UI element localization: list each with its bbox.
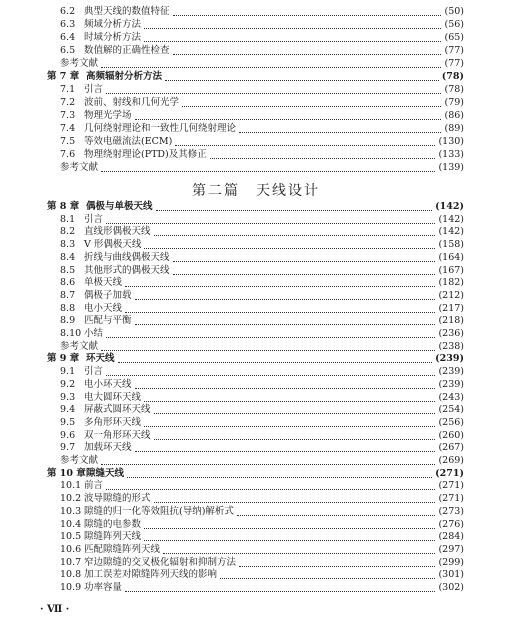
- toc-page-number: (182): [438, 277, 464, 289]
- toc-dot-leader: [144, 40, 441, 42]
- toc-entry-number: 9.5: [60, 416, 76, 428]
- toc-dot-leader: [154, 438, 436, 440]
- toc-entry-title: 物理光学场: [84, 110, 132, 121]
- toc-dot-leader: [220, 577, 435, 579]
- toc-page-number: (158): [438, 239, 464, 251]
- toc-dot-leader: [144, 539, 435, 541]
- toc-page-number: (271): [435, 467, 464, 479]
- toc-entry-title: 多角形环天线: [84, 416, 142, 428]
- toc-dot-leader: [106, 222, 435, 224]
- toc-page-number: (269): [438, 455, 464, 466]
- toc-page-number: (142): [438, 213, 464, 225]
- toc-entry-title: 折线与曲线偶极天线: [84, 251, 170, 263]
- page-footer: · Ⅶ ·: [40, 604, 70, 615]
- toc-entry-title: 电小天线: [84, 302, 123, 314]
- toc-dot-leader: [106, 92, 441, 94]
- toc-entry-number: 10.1: [60, 480, 82, 492]
- toc-dot-leader: [165, 79, 439, 81]
- toc-entry-title: 物理绕射理论(PTD)及其修正: [84, 149, 207, 160]
- toc-entry-title: 引言: [84, 213, 104, 225]
- toc-entry-number: 9.7: [60, 442, 76, 454]
- toc-entry-title: 典型天线的数值特征: [84, 6, 170, 17]
- toc-dot-leader: [135, 450, 436, 452]
- toc-section-row[interactable]: [0, 148, 512, 162]
- toc-entry-title: 高频辐射分析方法: [86, 71, 163, 82]
- toc-entry-title: 波前、射线和几何光学: [84, 97, 180, 108]
- toc-entry-number: 10.2: [60, 493, 82, 505]
- toc-page-number: (79): [444, 97, 464, 108]
- toc-dot-leader: [144, 27, 441, 29]
- toc-dot-leader: [125, 285, 435, 287]
- toc-entry-title: 参考文献: [60, 162, 99, 173]
- toc-entry-number: 8.8: [60, 302, 76, 314]
- toc-dot-leader: [210, 157, 436, 159]
- toc-entry-title: 环天线: [86, 353, 115, 365]
- toc-section-row[interactable]: [0, 581, 512, 595]
- toc-dot-leader: [135, 387, 436, 389]
- toc-entry-number: 9.1: [60, 366, 76, 378]
- toc-page-number: (239): [435, 353, 464, 365]
- toc-page-number: (89): [444, 123, 464, 134]
- toc-page-number: (256): [438, 416, 464, 428]
- toc-page-number: (236): [438, 328, 464, 339]
- toc-entry-title: 几何绕射理论和一致性几何绕射理论: [84, 123, 237, 134]
- toc-entry-number: 10.3: [60, 505, 82, 517]
- toc-entry-title: 隙缝的归一化等效阻抗(导纳)解析式: [84, 505, 234, 517]
- toc-entry-number: 第 8 章: [47, 201, 80, 212]
- toc-entry-number: 10.4: [60, 518, 82, 530]
- toc-page-number: (276): [438, 518, 464, 530]
- toc-entry-number: 8.10: [60, 328, 82, 339]
- toc-page-number: (164): [438, 251, 464, 263]
- toc-page-number: (77): [444, 58, 464, 69]
- toc-dot-leader: [125, 311, 435, 313]
- toc-page-number: (254): [438, 404, 464, 416]
- toc-dot-leader: [144, 527, 435, 529]
- toc-section-row[interactable]: [0, 109, 512, 123]
- toc-entry-title: 其他形式的偶极天线: [84, 264, 170, 276]
- toc-entry-title: 引言: [84, 84, 104, 95]
- toc-entry-title: 偶极与单极天线: [86, 201, 153, 212]
- toc-section-row[interactable]: [0, 31, 512, 45]
- toc-entry-number: 10.6: [60, 543, 82, 555]
- toc-page-number: (77): [444, 45, 464, 56]
- toc-dot-leader: [173, 53, 442, 55]
- toc-entry-title: 引言: [84, 366, 104, 378]
- toc-entry-number: 10.5: [60, 531, 82, 543]
- toc-page-number: (302): [438, 582, 464, 593]
- toc-entry-title: 等效电磁流法(ECM): [84, 136, 173, 147]
- toc-dot-leader: [106, 488, 435, 490]
- toc-page-number: (299): [438, 556, 464, 568]
- toc-dot-leader: [173, 273, 436, 275]
- toc-dot-leader: [144, 247, 435, 249]
- toc-references-row[interactable]: [0, 161, 512, 175]
- toc-dot-leader: [239, 565, 435, 567]
- toc-entry-title: 偶极子加载: [84, 289, 132, 301]
- toc-entry-number: 第 7 章: [47, 71, 80, 82]
- toc-entry-number: 8.7: [60, 289, 76, 301]
- toc-dot-leader: [156, 209, 433, 211]
- toc-dot-leader: [101, 66, 441, 68]
- toc-dot-leader: [163, 552, 435, 554]
- toc-page-number: (243): [438, 391, 464, 403]
- toc-page-number: (218): [438, 315, 464, 327]
- toc-entry-title: 双一角形环天线: [84, 429, 151, 441]
- toc-entry-number: 7.6: [60, 149, 76, 160]
- toc-entry-title: 隙缝阵列天线: [84, 531, 142, 543]
- toc-dot-leader: [175, 144, 435, 146]
- toc-entry-number: 7.2: [60, 97, 76, 108]
- toc-page-number: (239): [438, 366, 464, 378]
- toc-chapter-row[interactable]: [0, 70, 512, 84]
- toc-entry-number: 6.5: [60, 45, 76, 56]
- toc-entry-title: 隙缝的电参数: [84, 518, 142, 530]
- toc-dot-leader: [106, 336, 435, 338]
- toc-entry-title: 屏蔽式圆环天线: [84, 404, 151, 416]
- toc-entry-title: 单极天线: [84, 277, 123, 289]
- toc-entry-number: 8.2: [60, 226, 76, 238]
- toc-page-number: (267): [438, 442, 464, 454]
- toc-dot-leader: [127, 476, 432, 478]
- toc-entry-number: 10.7: [60, 556, 82, 568]
- toc-entry-number: 8.9: [60, 315, 76, 327]
- toc-section-row[interactable]: [0, 18, 512, 32]
- toc-entry-number: 8.3: [60, 239, 76, 251]
- toc-entry-title: 直线形偶极天线: [84, 226, 151, 238]
- toc-section-row[interactable]: [0, 135, 512, 149]
- toc-entry-title: 窄边隙缝的交叉极化辐射和抑制方法: [84, 556, 237, 568]
- toc-page-number: (284): [438, 531, 464, 543]
- toc-references-row[interactable]: [0, 57, 512, 71]
- toc-dot-leader: [135, 118, 442, 120]
- toc-entry-number: 9.4: [60, 404, 76, 416]
- toc-entry-number: 10.8: [60, 569, 82, 581]
- part-title: 第二篇 天线设计: [192, 183, 320, 199]
- toc-entry-number: 7.4: [60, 123, 76, 134]
- toc-entry-number: 9.6: [60, 429, 76, 441]
- toc-dot-leader: [118, 361, 433, 363]
- toc-entry-number: 9.3: [60, 391, 76, 403]
- toc-entry-title: V 形偶极天线: [84, 239, 142, 251]
- toc-dot-leader: [182, 105, 441, 107]
- toc-page-number: (271): [438, 480, 464, 492]
- toc-dot-leader: [154, 234, 436, 236]
- toc-entry-number: 7.1: [60, 84, 76, 95]
- toc-page-number: (297): [438, 543, 464, 555]
- toc-dot-leader: [135, 298, 436, 300]
- toc-entry-title: 参考文献: [60, 58, 99, 69]
- toc-dot-leader: [101, 463, 435, 465]
- toc-entry-number: 6.3: [60, 19, 76, 30]
- toc-page-number: (133): [438, 149, 464, 160]
- toc-page-number: (260): [438, 429, 464, 441]
- toc-dot-leader: [144, 425, 435, 427]
- toc-page-number: (65): [444, 32, 464, 43]
- toc-dot-leader: [154, 501, 436, 503]
- toc-page-number: (78): [444, 84, 464, 95]
- toc-entry-title: 数值解的正确性检查: [84, 45, 170, 56]
- toc-dot-leader: [125, 590, 435, 592]
- toc-section-row[interactable]: [0, 96, 512, 110]
- toc-section-row[interactable]: [0, 5, 512, 19]
- toc-section-row[interactable]: [0, 83, 512, 97]
- toc-entry-number: 6.2: [60, 6, 76, 17]
- toc-dot-leader: [144, 400, 435, 402]
- toc-entry-title: 加工误差对隙缝阵列天线的影响: [84, 569, 218, 581]
- toc-entry-title: 小结: [84, 328, 104, 339]
- toc-dot-leader: [173, 260, 436, 262]
- toc-entry-title: 功率容量: [84, 582, 123, 593]
- toc-page-number: (50): [444, 6, 464, 17]
- toc-dot-leader: [237, 514, 436, 516]
- toc-page-number: (239): [438, 378, 464, 390]
- toc-entry-number: 第 9 章: [47, 353, 80, 365]
- toc-page-number: (142): [435, 201, 464, 212]
- toc-entry-title: 隙缝天线: [86, 467, 125, 479]
- toc-page-number: (139): [438, 162, 464, 173]
- toc-page-number: (273): [438, 505, 464, 517]
- toc-dot-leader: [154, 412, 436, 414]
- toc-entry-title: 参考文献: [60, 455, 99, 466]
- toc-entry-number: 10.9: [60, 582, 82, 593]
- toc-page-number: (301): [438, 569, 464, 581]
- toc-entry-title: 时域分析方法: [84, 32, 142, 43]
- toc-entry-number: 7.3: [60, 110, 76, 121]
- toc-entry-number: 9.2: [60, 378, 76, 390]
- toc-page-number: (86): [444, 110, 464, 121]
- toc-page-number: (167): [438, 264, 464, 276]
- toc-entry-title: 参考文献: [60, 340, 99, 352]
- toc-entry-number: 8.4: [60, 251, 76, 263]
- toc-page-number: (78): [441, 71, 464, 82]
- toc-page-number: (238): [438, 340, 464, 352]
- toc-page-number: (142): [438, 226, 464, 238]
- toc-entry-number: 第 10 章: [47, 467, 86, 479]
- toc-entry-number: 6.4: [60, 32, 76, 43]
- toc-dot-leader: [101, 349, 435, 351]
- toc-entry-title: 匹配隙缝阵列天线: [84, 543, 161, 555]
- toc-page-number: (217): [438, 302, 464, 314]
- toc-entry-number: 8.5: [60, 264, 76, 276]
- toc-entry-title: 前言: [84, 480, 104, 492]
- toc-entry-title: 加载环天线: [84, 442, 132, 454]
- toc-entry-title: 频域分析方法: [84, 19, 142, 30]
- toc-dot-leader: [239, 131, 441, 133]
- toc-page-number: (130): [438, 136, 464, 147]
- toc-section-row[interactable]: [0, 44, 512, 58]
- toc-entry-number: 8.6: [60, 277, 76, 289]
- toc-dot-leader: [173, 14, 442, 16]
- toc-page-number: (271): [438, 493, 464, 505]
- toc-page-number: (56): [444, 19, 464, 30]
- toc-entry-number: 8.1: [60, 213, 76, 225]
- toc-entry-title: 波导隙缝的形式: [84, 493, 151, 505]
- toc-section-row[interactable]: [0, 122, 512, 136]
- toc-dot-leader: [135, 323, 436, 325]
- toc-entry-title: 匹配与平衡: [84, 315, 132, 327]
- toc-entry-number: 7.5: [60, 136, 76, 147]
- toc-entry-title: 电大圆环天线: [84, 391, 142, 403]
- toc-dot-leader: [101, 170, 435, 172]
- toc-page-number: (212): [438, 289, 464, 301]
- toc-entry-title: 电小环天线: [84, 378, 132, 390]
- toc-dot-leader: [106, 374, 435, 376]
